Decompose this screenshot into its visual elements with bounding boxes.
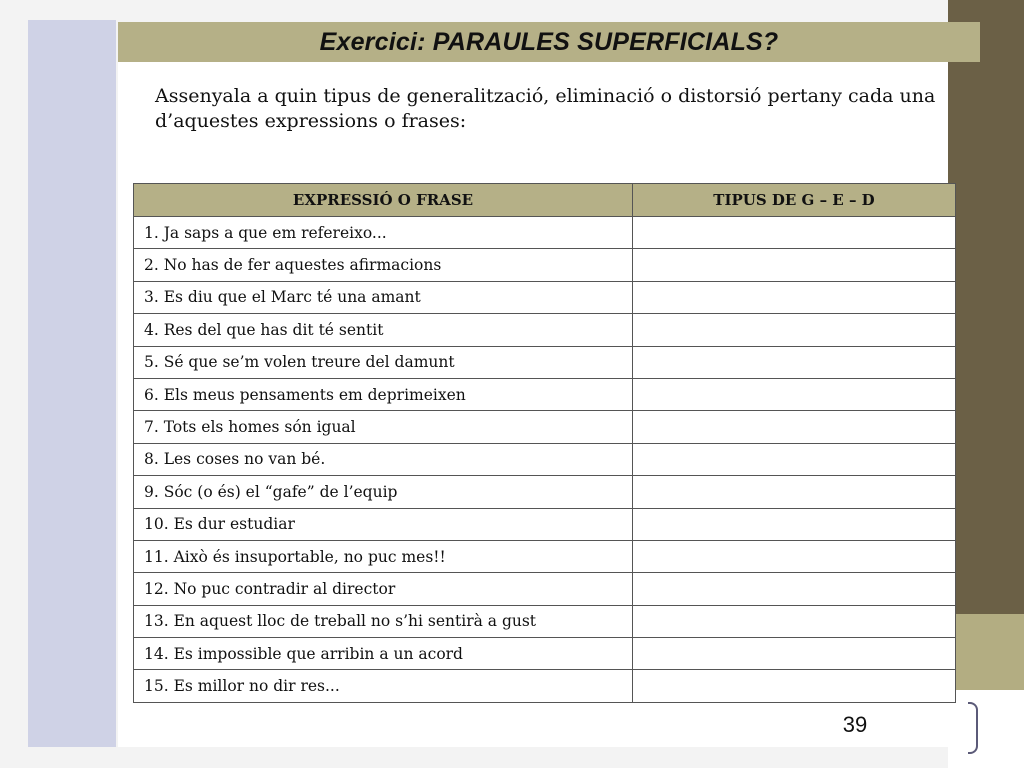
answer-cell[interactable]	[633, 670, 956, 702]
table-header-row	[134, 184, 956, 217]
table-row	[134, 281, 956, 313]
expression-cell: 5. Sé que se’m volen treure del damunt	[134, 346, 633, 378]
expression-cell: 14. Es impossible que arribin a un acord	[134, 638, 633, 670]
table-row	[134, 411, 956, 443]
exercise-table	[133, 183, 956, 703]
answer-cell[interactable]	[633, 476, 956, 508]
table-row	[134, 638, 956, 670]
expression-cell: 7. Tots els homes són igual	[134, 411, 633, 443]
expression-cell: 13. En aquest lloc de treball no s’hi sentirà a gust	[134, 605, 633, 637]
table-row	[134, 346, 956, 378]
answer-cell[interactable]	[633, 508, 956, 540]
table-row	[134, 378, 956, 410]
answer-cell[interactable]	[633, 281, 956, 313]
right-accent-block	[948, 614, 1024, 690]
title-bar	[118, 22, 980, 62]
table-row	[134, 249, 956, 281]
table-row	[134, 670, 956, 702]
table-row	[134, 217, 956, 249]
table-row	[134, 540, 956, 572]
expression-cell: 12. No puc contradir al director	[134, 573, 633, 605]
expression-cell: 9. Sóc (o és) el “gafe” de l’equip	[134, 476, 633, 508]
left-decorative-band	[28, 20, 116, 747]
answer-cell[interactable]	[633, 314, 956, 346]
expression-cell: 6. Els meus pensaments em deprimeixen	[134, 378, 633, 410]
answer-cell[interactable]	[633, 411, 956, 443]
expression-cell: 2. No has de fer aquestes afirmacions	[134, 249, 633, 281]
answer-cell[interactable]	[633, 249, 956, 281]
answer-cell[interactable]	[633, 605, 956, 637]
right-corner-block	[948, 690, 1024, 768]
expression-cell: 1. Ja saps a que em refereixo...	[134, 217, 633, 249]
bracket-decoration	[968, 702, 978, 754]
expression-cell: 3. Es diu que el Marc té una amant	[134, 281, 633, 313]
table-row	[134, 573, 956, 605]
table-row	[134, 476, 956, 508]
instructions-text: Assenyala a quin tipus de generalització, eliminació o distorsió pertany cada una d’aquestes expressions o frases:	[155, 85, 936, 132]
answer-cell[interactable]	[633, 217, 956, 249]
slide-title: Exercici: PARAULES SUPERFICIALS?	[319, 27, 779, 56]
expression-cell: 15. Es millor no dir res...	[134, 670, 633, 702]
expression-cell: 8. Les coses no van bé.	[134, 443, 633, 475]
table-row	[134, 314, 956, 346]
answer-cell[interactable]	[633, 638, 956, 670]
table-row	[134, 605, 956, 637]
answer-cell[interactable]	[633, 346, 956, 378]
answer-cell[interactable]	[633, 443, 956, 475]
header-type: TIPUS DE G – E – D	[633, 184, 956, 217]
page-number: 39	[842, 712, 868, 737]
answer-cell[interactable]	[633, 378, 956, 410]
expression-cell: 11. Això és insuportable, no puc mes!!	[134, 540, 633, 572]
header-expression: EXPRESSIÓ O FRASE	[134, 184, 633, 217]
answer-cell[interactable]	[633, 573, 956, 605]
table-row	[134, 443, 956, 475]
table-row	[134, 508, 956, 540]
answer-cell[interactable]	[633, 540, 956, 572]
expression-cell: 10. Es dur estudiar	[134, 508, 633, 540]
expression-cell: 4. Res del que has dit té sentit	[134, 314, 633, 346]
